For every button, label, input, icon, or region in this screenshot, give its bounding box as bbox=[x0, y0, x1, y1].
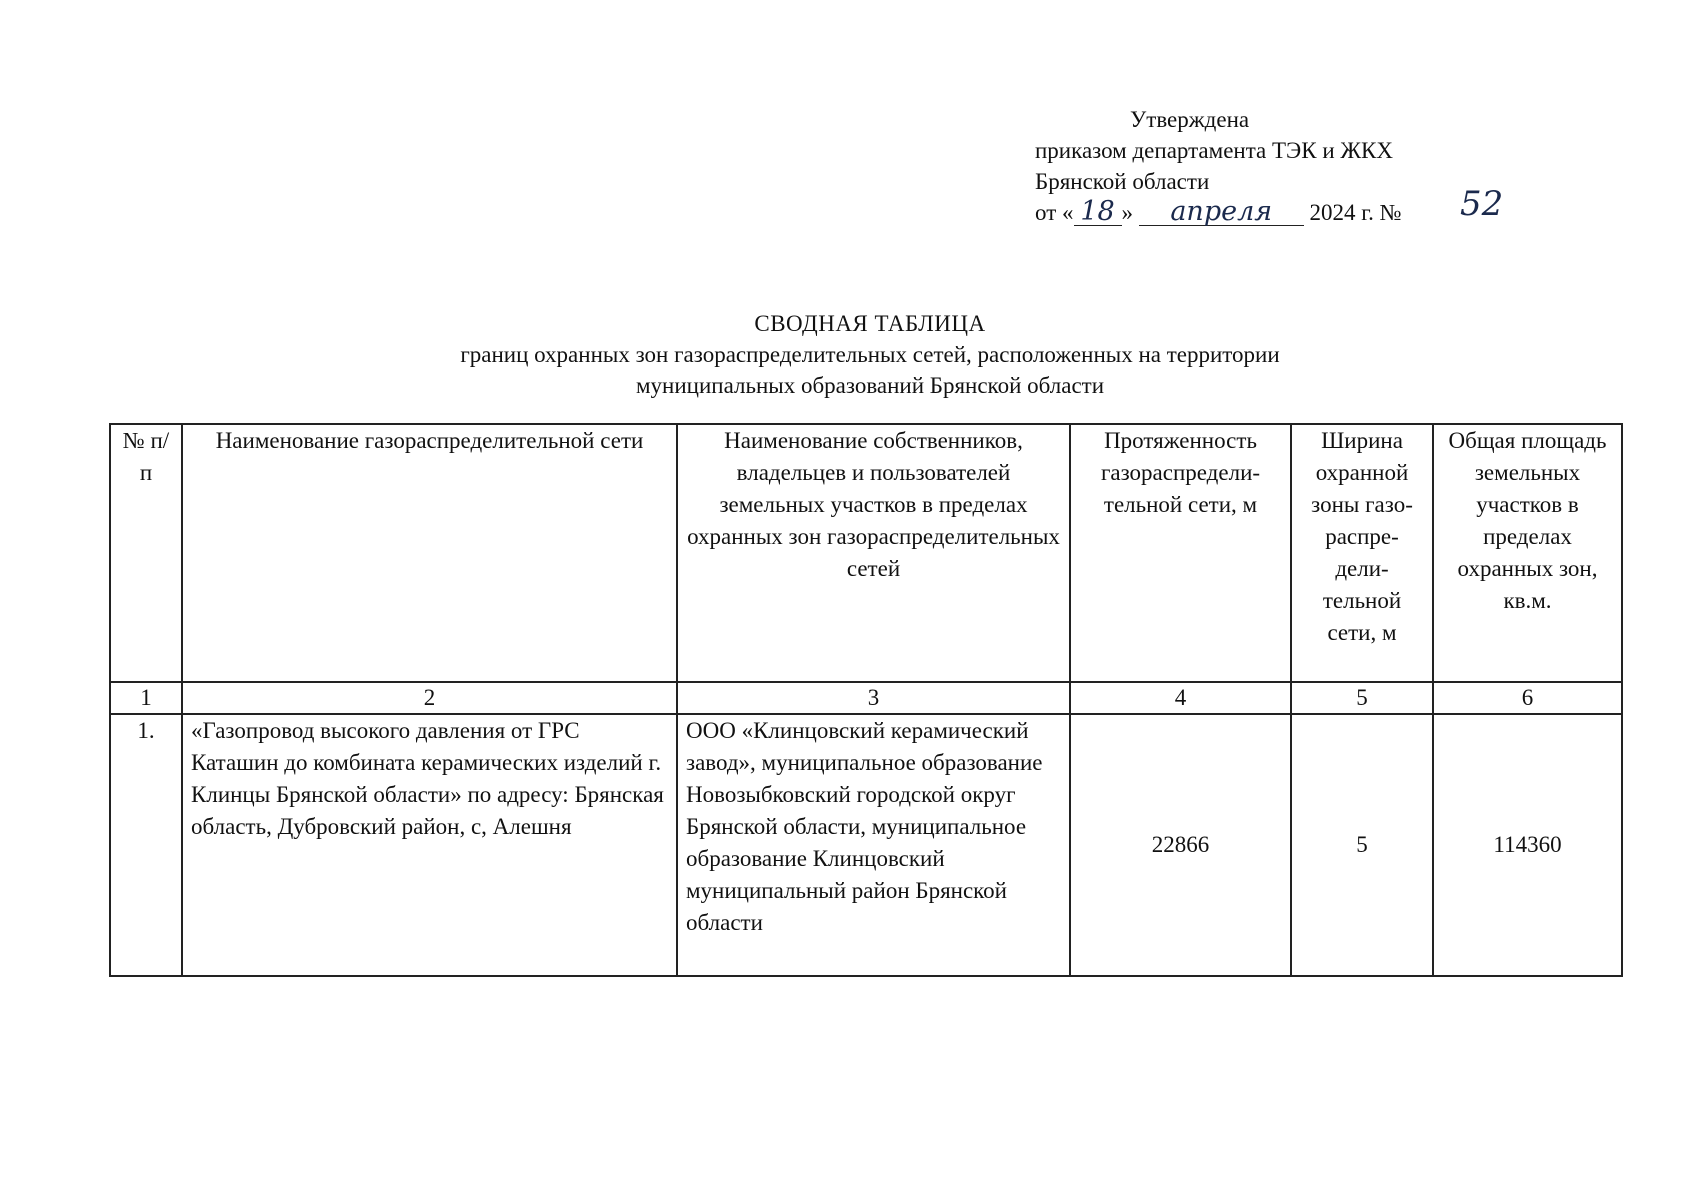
title-subtitle-1: границ охранных зон газораспределительных сетей, расположенных на территории bbox=[460, 342, 1280, 367]
table-row bbox=[110, 714, 1622, 976]
date-month: апреля bbox=[1170, 196, 1273, 227]
table-header-row bbox=[110, 424, 1622, 682]
row-number: 1. bbox=[110, 714, 182, 976]
title-main: СВОДНАЯ ТАБЛИЦА bbox=[754, 311, 986, 336]
approval-heading: Утверждена bbox=[1130, 107, 1250, 132]
date-day-field bbox=[1074, 196, 1122, 227]
approval-date-line bbox=[1035, 184, 1504, 228]
row-length: 22866 bbox=[1070, 714, 1291, 976]
document-title bbox=[0, 308, 1684, 401]
title-subtitle-2: муниципальных образований Брянской области bbox=[635, 373, 1105, 398]
header-cell-width: Ширина охранной зоны газо-распре-дели-тельной сети, м bbox=[1291, 424, 1433, 682]
date-month-field bbox=[1139, 196, 1304, 227]
order-number: 52 bbox=[1460, 184, 1504, 224]
approval-region-line: Брянской области bbox=[1035, 169, 1210, 194]
column-number: 2 bbox=[182, 682, 677, 714]
row-owners: ООО «Клинцовский керамический завод», муниципальное образование Новозыбковский городской округ Брянской области, муниципальное образование Клинцовский муниципальный район Брянской области bbox=[677, 714, 1070, 976]
column-number: 5 bbox=[1291, 682, 1433, 714]
column-number: 6 bbox=[1433, 682, 1622, 714]
column-number: 1 bbox=[110, 682, 182, 714]
date-mid: » bbox=[1121, 200, 1133, 225]
row-area: 114360 bbox=[1433, 714, 1622, 976]
header-cell-length: Протяженность газораспредели-тельной сети, м bbox=[1070, 424, 1291, 682]
header-cell-network: Наименование газораспределительной сети bbox=[182, 424, 677, 682]
header-cell-owners: Наименование собственников, владельцев и пользователей земельных участков в пределах охранных зон газораспределительных сетей bbox=[677, 424, 1070, 682]
approval-stamp bbox=[1035, 104, 1504, 228]
header-cell-num: № п/п bbox=[110, 424, 182, 682]
row-network-name: «Газопровод высокого давления от ГРС Каташин до комбината керамических изделий г. Клинцы Брянской области» по адресу: Брянская область, Дубровский район, с, Алешня bbox=[182, 714, 677, 976]
summary-table bbox=[109, 423, 1623, 977]
column-number: 4 bbox=[1070, 682, 1291, 714]
date-year: 2024 г. bbox=[1309, 200, 1374, 225]
date-prefix: от « bbox=[1035, 200, 1074, 225]
column-number: 3 bbox=[677, 682, 1070, 714]
approval-order-line: приказом департамента ТЭК и ЖКХ bbox=[1035, 138, 1393, 163]
header-cell-area: Общая площадь земельных участков в пределах охранных зон, кв.м. bbox=[1433, 424, 1622, 682]
date-day: 18 bbox=[1080, 196, 1115, 227]
column-number-row bbox=[110, 682, 1622, 714]
order-number-label: № bbox=[1379, 200, 1402, 225]
row-zone-width: 5 bbox=[1291, 714, 1433, 976]
